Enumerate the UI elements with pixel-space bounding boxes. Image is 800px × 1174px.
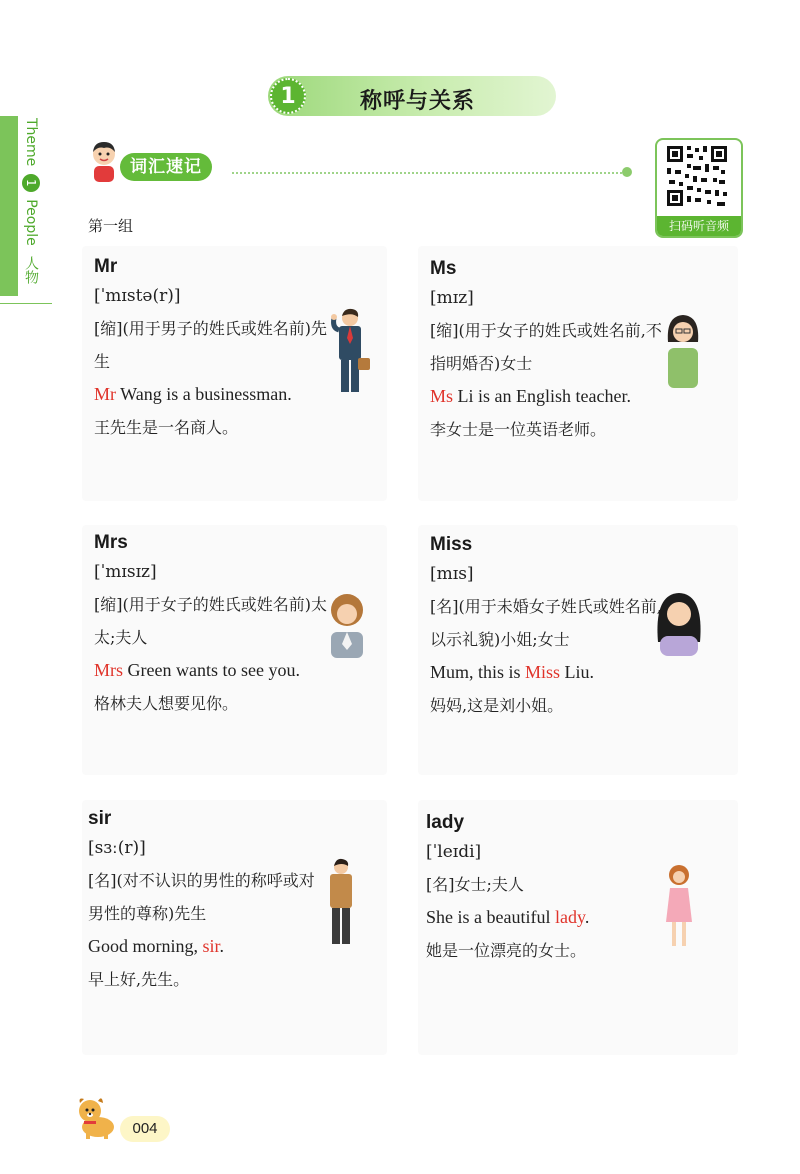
- example-highlight: sir: [202, 936, 220, 956]
- example-highlight: lady: [554, 907, 585, 927]
- lady-illustration: [664, 864, 694, 950]
- page-number: 004: [120, 1116, 170, 1142]
- businessman-illustration: [330, 308, 372, 396]
- entry-phonetic: [mɪz]: [430, 288, 474, 308]
- entry-example: Mum, this is Miss Liu.: [430, 662, 595, 682]
- entry-phonetic: [mɪs]: [430, 564, 474, 584]
- entry-definition: [缩](用于男子的姓氏或姓名前)先生: [94, 319, 327, 371]
- entry-translation: 妈妈,这是刘小姐。: [430, 696, 564, 715]
- entry-phonetic: [sɜː(r)]: [88, 838, 146, 858]
- entry-phonetic: [ˈmɪstə(r)]: [94, 286, 181, 306]
- example-highlight: Ms: [430, 386, 454, 406]
- qr-audio-box[interactable]: [655, 138, 743, 238]
- chapter-number-badge: 1: [270, 78, 306, 114]
- entry-word: Miss: [430, 534, 473, 555]
- entry-word: Mr: [94, 256, 118, 277]
- entry-translation: 她是一位漂亮的女士。: [426, 941, 587, 960]
- example-highlight: Mr: [94, 384, 116, 404]
- entry-translation: 格林夫人想要见你。: [94, 694, 239, 713]
- side-tab-bar: [0, 116, 18, 296]
- entry-example: Ms Li is an English teacher.: [430, 386, 631, 406]
- example-highlight: Miss: [525, 662, 561, 682]
- entry-definition: [缩](用于女子的姓氏或姓名前)太太;夫人: [94, 595, 327, 647]
- entry-phonetic: [ˈmɪsɪz]: [94, 562, 157, 582]
- entry-definition: [名](用于未婚女子姓氏或姓名前,以示礼貌)小姐;女士: [430, 597, 662, 649]
- chapter-title: 称呼与关系: [360, 89, 476, 114]
- vocab-entry-lady: [426, 812, 766, 967]
- boy-mascot-icon: [86, 140, 122, 184]
- side-theme-label: Theme: [23, 118, 39, 167]
- entry-word: lady: [426, 812, 465, 833]
- sir-man-illustration: [326, 858, 356, 948]
- vocab-entry-mrs: [94, 532, 434, 720]
- side-tab-text: [21, 118, 41, 284]
- entry-word: Ms: [430, 258, 457, 279]
- example-highlight: Mrs: [94, 660, 124, 680]
- entry-translation: 王先生是一名商人。: [94, 418, 239, 437]
- vocab-entry-mr: [94, 256, 434, 444]
- vocab-section-title: 词汇速记: [120, 153, 212, 181]
- entry-example: Mr Wang is a businessman.: [94, 384, 292, 404]
- entry-definition: [名](对不认识的男性的称呼或对男性的尊称)先生: [88, 871, 315, 923]
- entry-word: sir: [88, 808, 112, 829]
- group-label: 第一组: [88, 217, 134, 235]
- vocab-entry-ms: [430, 258, 770, 446]
- dog-mascot-icon: [74, 1095, 120, 1141]
- entry-example: She is a beautiful lady.: [426, 907, 590, 927]
- entry-example: Mrs Green wants to see you.: [94, 660, 300, 680]
- entry-translation: 李女士是一位英语老师。: [430, 420, 607, 439]
- side-cn-label: 人物: [23, 256, 39, 285]
- qr-audio-label[interactable]: 扫码听音频: [657, 216, 741, 236]
- miss-woman-illustration: [652, 590, 706, 656]
- divider-end-dot: [622, 167, 632, 177]
- entry-definition: [缩](用于女子的姓氏或姓名前,不指明婚否)女士: [430, 321, 662, 373]
- entry-word: Mrs: [94, 532, 128, 553]
- entry-example: Good morning, sir.: [88, 936, 225, 956]
- side-theme-number: 1: [22, 174, 40, 192]
- teacher-woman-illustration: [662, 312, 704, 390]
- section-divider: [232, 172, 622, 174]
- vocab-entry-sir: [88, 808, 428, 996]
- side-people-label: People: [23, 199, 39, 246]
- entry-definition: [名]女士;夫人: [426, 875, 524, 894]
- vocab-entry-miss: [430, 534, 770, 722]
- mrs-woman-illustration: [326, 592, 368, 658]
- entry-translation: 早上好,先生。: [88, 970, 190, 989]
- qr-code-icon[interactable]: [657, 140, 737, 212]
- entry-phonetic: [ˈleɪdi]: [426, 842, 482, 862]
